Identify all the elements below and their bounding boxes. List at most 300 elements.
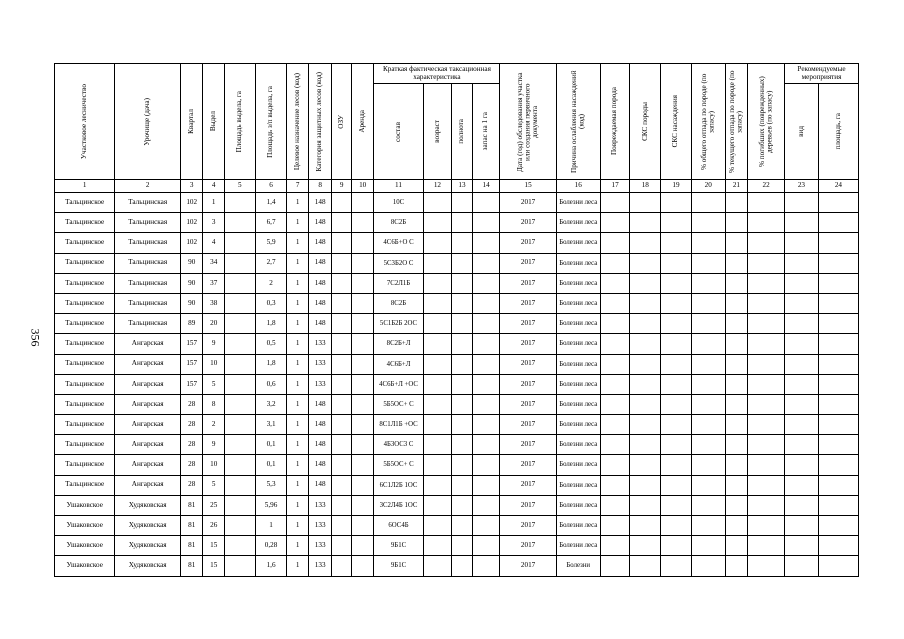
cell-measure-type bbox=[785, 233, 819, 253]
cell-composition: 8С2Б bbox=[374, 293, 423, 313]
cell-protected-area: 2,7 bbox=[255, 253, 287, 273]
cell-stock bbox=[472, 556, 500, 576]
cell-survey-year: 2017 bbox=[500, 556, 556, 576]
cell-ozu bbox=[332, 475, 351, 495]
column-number-cell: 2 bbox=[115, 180, 181, 193]
cell-tract: Ангарская bbox=[115, 394, 181, 414]
cell-plot: 15 bbox=[203, 556, 225, 576]
header-stock: запас на 1 га bbox=[472, 84, 500, 180]
cell-total-loss bbox=[691, 233, 725, 253]
cell-damaged-species bbox=[600, 435, 630, 455]
cell-weakening-cause: Болезни леса bbox=[556, 536, 600, 556]
header-current-loss: % текущего отпада по породе (по запасу) bbox=[725, 64, 748, 180]
cell-stock bbox=[472, 516, 500, 536]
cell-age bbox=[423, 435, 452, 455]
cell-forestry: Ушаковское bbox=[55, 536, 115, 556]
cell-lease bbox=[351, 536, 374, 556]
cell-measure-area bbox=[818, 273, 858, 293]
cell-category-code: 133 bbox=[308, 374, 332, 394]
cell-sks-stand bbox=[661, 273, 692, 293]
cell-damaged-species bbox=[600, 536, 630, 556]
header-measures-group: Рекомендуемые мероприятия bbox=[785, 64, 859, 84]
cell-survey-year: 2017 bbox=[500, 475, 556, 495]
column-number-cell: 7 bbox=[287, 180, 309, 193]
cell-quarter: 28 bbox=[180, 455, 203, 475]
cell-plot: 4 bbox=[203, 233, 225, 253]
cell-measure-type bbox=[785, 516, 819, 536]
cell-plot: 37 bbox=[203, 273, 225, 293]
cell-measure-type bbox=[785, 435, 819, 455]
cell-sks-stand bbox=[661, 516, 692, 536]
cell-damaged-species bbox=[600, 516, 630, 536]
cell-forestry: Ушаковское bbox=[55, 516, 115, 536]
cell-forestry: Тальцинское bbox=[55, 213, 115, 233]
cell-ozu bbox=[332, 334, 351, 354]
cell-total-loss bbox=[691, 314, 725, 334]
cell-ozu bbox=[332, 394, 351, 414]
column-number-cell: 14 bbox=[472, 180, 500, 193]
column-number-cell: 10 bbox=[351, 180, 374, 193]
cell-tract: Тальцинская bbox=[115, 293, 181, 313]
cell-measure-area bbox=[818, 314, 858, 334]
cell-quarter: 102 bbox=[180, 233, 203, 253]
cell-quarter: 157 bbox=[180, 354, 203, 374]
table-row bbox=[55, 495, 859, 515]
cell-forestry: Тальцинское bbox=[55, 374, 115, 394]
cell-plot-area bbox=[224, 536, 255, 556]
cell-total-loss bbox=[691, 455, 725, 475]
cell-survey-year: 2017 bbox=[500, 314, 556, 334]
table-row bbox=[55, 415, 859, 435]
cell-density bbox=[452, 394, 472, 414]
cell-total-loss bbox=[691, 516, 725, 536]
header-dead-trees: % погибших (поврежденных) деревьев (по запасу) bbox=[748, 64, 785, 180]
cell-composition: 10С bbox=[374, 193, 423, 213]
cell-total-loss bbox=[691, 415, 725, 435]
cell-sks-species bbox=[630, 354, 661, 374]
cell-sks-species bbox=[630, 233, 661, 253]
cell-weakening-cause: Болезни леса bbox=[556, 374, 600, 394]
cell-purpose-code: 1 bbox=[287, 233, 309, 253]
cell-lease bbox=[351, 556, 374, 576]
column-number-cell: 22 bbox=[748, 180, 785, 193]
cell-plot: 5 bbox=[203, 475, 225, 495]
cell-survey-year: 2017 bbox=[500, 435, 556, 455]
cell-age bbox=[423, 193, 452, 213]
cell-current-loss bbox=[725, 193, 748, 213]
cell-category-code: 133 bbox=[308, 516, 332, 536]
cell-quarter: 81 bbox=[180, 556, 203, 576]
cell-dead-trees bbox=[748, 354, 785, 374]
cell-current-loss bbox=[725, 213, 748, 233]
cell-measure-area bbox=[818, 213, 858, 233]
cell-age bbox=[423, 495, 452, 515]
cell-plot-area bbox=[224, 233, 255, 253]
cell-density bbox=[452, 556, 472, 576]
header-purpose-code: Целевое назначение лесов (код) bbox=[287, 64, 309, 180]
cell-composition: 6С1Л2Б 1ОС bbox=[374, 475, 423, 495]
header-weakening-cause: Причина ослабления насаждений (код) bbox=[556, 64, 600, 180]
cell-purpose-code: 1 bbox=[287, 455, 309, 475]
cell-plot-area bbox=[224, 293, 255, 313]
cell-ozu bbox=[332, 193, 351, 213]
table-row bbox=[55, 213, 859, 233]
cell-measure-area bbox=[818, 293, 858, 313]
cell-purpose-code: 1 bbox=[287, 193, 309, 213]
cell-survey-year: 2017 bbox=[500, 495, 556, 515]
cell-category-code: 133 bbox=[308, 556, 332, 576]
cell-plot-area bbox=[224, 435, 255, 455]
column-number-cell: 17 bbox=[600, 180, 630, 193]
cell-age bbox=[423, 394, 452, 414]
cell-sks-species bbox=[630, 516, 661, 536]
cell-measure-type bbox=[785, 475, 819, 495]
cell-plot-area bbox=[224, 354, 255, 374]
cell-survey-year: 2017 bbox=[500, 334, 556, 354]
cell-forestry: Тальцинское bbox=[55, 233, 115, 253]
cell-total-loss bbox=[691, 193, 725, 213]
cell-quarter: 28 bbox=[180, 475, 203, 495]
cell-plot: 5 bbox=[203, 374, 225, 394]
cell-quarter: 102 bbox=[180, 193, 203, 213]
cell-current-loss bbox=[725, 374, 748, 394]
cell-protected-area: 0,3 bbox=[255, 293, 287, 313]
cell-stock bbox=[472, 495, 500, 515]
cell-measure-type bbox=[785, 193, 819, 213]
cell-age bbox=[423, 415, 452, 435]
cell-sks-stand bbox=[661, 354, 692, 374]
cell-lease bbox=[351, 415, 374, 435]
cell-current-loss bbox=[725, 516, 748, 536]
cell-tract: Тальцинская bbox=[115, 273, 181, 293]
cell-plot-area bbox=[224, 495, 255, 515]
cell-measure-area bbox=[818, 435, 858, 455]
cell-measure-area bbox=[818, 354, 858, 374]
cell-stock bbox=[472, 233, 500, 253]
cell-measure-area bbox=[818, 374, 858, 394]
cell-survey-year: 2017 bbox=[500, 354, 556, 374]
cell-quarter: 28 bbox=[180, 435, 203, 455]
cell-survey-year: 2017 bbox=[500, 516, 556, 536]
cell-plot-area bbox=[224, 516, 255, 536]
cell-age bbox=[423, 233, 452, 253]
cell-ozu bbox=[332, 536, 351, 556]
cell-total-loss bbox=[691, 435, 725, 455]
column-number-cell: 1 bbox=[55, 180, 115, 193]
cell-age bbox=[423, 475, 452, 495]
cell-plot: 10 bbox=[203, 455, 225, 475]
cell-survey-year: 2017 bbox=[500, 253, 556, 273]
cell-age bbox=[423, 273, 452, 293]
cell-stock bbox=[472, 435, 500, 455]
cell-weakening-cause: Болезни леса bbox=[556, 354, 600, 374]
cell-quarter: 28 bbox=[180, 394, 203, 414]
cell-quarter: 90 bbox=[180, 293, 203, 313]
cell-measure-type bbox=[785, 293, 819, 313]
column-number-cell: 9 bbox=[332, 180, 351, 193]
cell-purpose-code: 1 bbox=[287, 536, 309, 556]
cell-tract: Тальцинская bbox=[115, 314, 181, 334]
cell-density bbox=[452, 314, 472, 334]
cell-sks-stand bbox=[661, 213, 692, 233]
table-row bbox=[55, 455, 859, 475]
cell-age bbox=[423, 293, 452, 313]
table-row bbox=[55, 435, 859, 455]
cell-lease bbox=[351, 314, 374, 334]
table-row bbox=[55, 233, 859, 253]
cell-composition: 5Б5ОС+ С bbox=[374, 455, 423, 475]
cell-forestry: Тальцинское bbox=[55, 475, 115, 495]
cell-composition: 8С1Л1Б +ОС bbox=[374, 415, 423, 435]
cell-survey-year: 2017 bbox=[500, 233, 556, 253]
cell-sks-stand bbox=[661, 334, 692, 354]
cell-plot-area bbox=[224, 314, 255, 334]
table-row bbox=[55, 394, 859, 414]
cell-sks-stand bbox=[661, 374, 692, 394]
cell-measure-area bbox=[818, 233, 858, 253]
table-row bbox=[55, 253, 859, 273]
cell-density bbox=[452, 435, 472, 455]
cell-composition: 5С3Б2О С bbox=[374, 253, 423, 273]
cell-measure-type bbox=[785, 536, 819, 556]
cell-composition: 7С2Л1Б bbox=[374, 273, 423, 293]
cell-density bbox=[452, 293, 472, 313]
cell-ozu bbox=[332, 354, 351, 374]
cell-total-loss bbox=[691, 213, 725, 233]
cell-sks-species bbox=[630, 455, 661, 475]
cell-measure-type bbox=[785, 354, 819, 374]
cell-current-loss bbox=[725, 536, 748, 556]
cell-damaged-species bbox=[600, 374, 630, 394]
column-number-cell: 23 bbox=[785, 180, 819, 193]
column-number-cell: 5 bbox=[224, 180, 255, 193]
cell-age bbox=[423, 536, 452, 556]
cell-purpose-code: 1 bbox=[287, 253, 309, 273]
cell-purpose-code: 1 bbox=[287, 273, 309, 293]
cell-quarter: 81 bbox=[180, 536, 203, 556]
cell-dead-trees bbox=[748, 475, 785, 495]
cell-protected-area: 5,96 bbox=[255, 495, 287, 515]
cell-protected-area: 3,1 bbox=[255, 415, 287, 435]
header-ozu: ОЗУ bbox=[332, 64, 351, 180]
column-number-cell: 16 bbox=[556, 180, 600, 193]
table-row bbox=[55, 193, 859, 213]
cell-current-loss bbox=[725, 293, 748, 313]
cell-age bbox=[423, 516, 452, 536]
cell-forestry: Ушаковское bbox=[55, 556, 115, 576]
cell-quarter: 90 bbox=[180, 253, 203, 273]
cell-lease bbox=[351, 435, 374, 455]
cell-measure-area bbox=[818, 455, 858, 475]
cell-composition: 5С1Б2Б 2ОС bbox=[374, 314, 423, 334]
cell-plot: 3 bbox=[203, 213, 225, 233]
cell-weakening-cause: Болезни леса bbox=[556, 394, 600, 414]
column-number-cell: 6 bbox=[255, 180, 287, 193]
cell-damaged-species bbox=[600, 213, 630, 233]
header-plot: Выдел bbox=[203, 64, 225, 180]
cell-plot: 9 bbox=[203, 334, 225, 354]
column-number-cell: 15 bbox=[500, 180, 556, 193]
cell-category-code: 133 bbox=[308, 536, 332, 556]
table-row bbox=[55, 374, 859, 394]
cell-density bbox=[452, 516, 472, 536]
cell-tract: Ангарская bbox=[115, 415, 181, 435]
cell-measure-type bbox=[785, 556, 819, 576]
cell-tract: Ангарская bbox=[115, 334, 181, 354]
column-number-cell: 12 bbox=[423, 180, 452, 193]
cell-density bbox=[452, 536, 472, 556]
cell-sks-stand bbox=[661, 536, 692, 556]
cell-stock bbox=[472, 253, 500, 273]
cell-composition: 5Б5ОС+ С bbox=[374, 394, 423, 414]
cell-stock bbox=[472, 415, 500, 435]
cell-protected-area: 2 bbox=[255, 273, 287, 293]
cell-plot-area bbox=[224, 253, 255, 273]
cell-damaged-species bbox=[600, 415, 630, 435]
cell-current-loss bbox=[725, 314, 748, 334]
cell-dead-trees bbox=[748, 233, 785, 253]
cell-survey-year: 2017 bbox=[500, 536, 556, 556]
cell-lease bbox=[351, 374, 374, 394]
cell-total-loss bbox=[691, 374, 725, 394]
header-total-loss: % общего отпада по породе (по запасу) bbox=[691, 64, 725, 180]
table-row bbox=[55, 516, 859, 536]
cell-forestry: Тальцинское bbox=[55, 435, 115, 455]
cell-plot-area bbox=[224, 193, 255, 213]
cell-ozu bbox=[332, 556, 351, 576]
cell-sks-stand bbox=[661, 475, 692, 495]
cell-dead-trees bbox=[748, 314, 785, 334]
cell-tract: Худяковская bbox=[115, 495, 181, 515]
cell-damaged-species bbox=[600, 495, 630, 515]
table-row bbox=[55, 536, 859, 556]
cell-sks-species bbox=[630, 273, 661, 293]
cell-category-code: 148 bbox=[308, 253, 332, 273]
cell-plot-area bbox=[224, 475, 255, 495]
cell-lease bbox=[351, 213, 374, 233]
cell-sks-species bbox=[630, 536, 661, 556]
cell-sks-stand bbox=[661, 233, 692, 253]
cell-damaged-species bbox=[600, 273, 630, 293]
cell-measure-type bbox=[785, 213, 819, 233]
table-row bbox=[55, 334, 859, 354]
cell-purpose-code: 1 bbox=[287, 495, 309, 515]
column-number-cell: 11 bbox=[374, 180, 423, 193]
cell-measure-area bbox=[818, 394, 858, 414]
cell-current-loss bbox=[725, 556, 748, 576]
cell-total-loss bbox=[691, 354, 725, 374]
cell-forestry: Тальцинское bbox=[55, 354, 115, 374]
cell-tract: Тальцинская bbox=[115, 233, 181, 253]
page-number: 356 bbox=[28, 328, 43, 347]
cell-composition: 4Б3ОС3 С bbox=[374, 435, 423, 455]
cell-sks-species bbox=[630, 495, 661, 515]
cell-quarter: 90 bbox=[180, 273, 203, 293]
cell-tract: Ангарская bbox=[115, 475, 181, 495]
cell-survey-year: 2017 bbox=[500, 213, 556, 233]
cell-current-loss bbox=[725, 273, 748, 293]
cell-measure-type bbox=[785, 415, 819, 435]
cell-current-loss bbox=[725, 233, 748, 253]
cell-survey-year: 2017 bbox=[500, 374, 556, 394]
cell-dead-trees bbox=[748, 293, 785, 313]
cell-total-loss bbox=[691, 273, 725, 293]
cell-dead-trees bbox=[748, 435, 785, 455]
cell-measure-area bbox=[818, 495, 858, 515]
cell-measure-area bbox=[818, 253, 858, 273]
cell-sks-species bbox=[630, 435, 661, 455]
cell-current-loss bbox=[725, 334, 748, 354]
cell-sks-species bbox=[630, 293, 661, 313]
cell-sks-stand bbox=[661, 293, 692, 313]
cell-purpose-code: 1 bbox=[287, 435, 309, 455]
cell-forestry: Тальцинское bbox=[55, 455, 115, 475]
cell-plot: 25 bbox=[203, 495, 225, 515]
cell-measure-area bbox=[818, 556, 858, 576]
cell-sks-stand bbox=[661, 455, 692, 475]
cell-purpose-code: 1 bbox=[287, 556, 309, 576]
cell-measure-type bbox=[785, 374, 819, 394]
cell-plot-area bbox=[224, 213, 255, 233]
cell-plot: 15 bbox=[203, 536, 225, 556]
cell-dead-trees bbox=[748, 273, 785, 293]
table-row bbox=[55, 354, 859, 374]
cell-age bbox=[423, 334, 452, 354]
cell-plot-area bbox=[224, 455, 255, 475]
cell-composition: 4С6Б+Л +ОС bbox=[374, 374, 423, 394]
cell-lease bbox=[351, 253, 374, 273]
cell-category-code: 148 bbox=[308, 475, 332, 495]
cell-damaged-species bbox=[600, 475, 630, 495]
cell-purpose-code: 1 bbox=[287, 293, 309, 313]
cell-purpose-code: 1 bbox=[287, 394, 309, 414]
cell-category-code: 133 bbox=[308, 495, 332, 515]
cell-sks-stand bbox=[661, 394, 692, 414]
cell-stock bbox=[472, 293, 500, 313]
cell-weakening-cause: Болезни леса bbox=[556, 516, 600, 536]
cell-density bbox=[452, 455, 472, 475]
cell-forestry: Тальцинское bbox=[55, 314, 115, 334]
cell-protected-area: 0,28 bbox=[255, 536, 287, 556]
cell-stock bbox=[472, 213, 500, 233]
cell-category-code: 148 bbox=[308, 213, 332, 233]
cell-current-loss bbox=[725, 253, 748, 273]
cell-protected-area: 0,1 bbox=[255, 435, 287, 455]
cell-sks-stand bbox=[661, 193, 692, 213]
cell-sks-species bbox=[630, 314, 661, 334]
cell-weakening-cause: Болезни леса bbox=[556, 415, 600, 435]
cell-total-loss bbox=[691, 253, 725, 273]
cell-survey-year: 2017 bbox=[500, 273, 556, 293]
cell-ozu bbox=[332, 495, 351, 515]
header-quarter: Квартал bbox=[180, 64, 203, 180]
cell-category-code: 148 bbox=[308, 455, 332, 475]
header-category-code: Категория защитных лесов (код) bbox=[308, 64, 332, 180]
column-number-row bbox=[55, 180, 859, 193]
cell-total-loss bbox=[691, 293, 725, 313]
cell-quarter: 81 bbox=[180, 516, 203, 536]
cell-purpose-code: 1 bbox=[287, 334, 309, 354]
cell-composition: 3С2Л4Б 1ОС bbox=[374, 495, 423, 515]
column-number-cell: 24 bbox=[818, 180, 858, 193]
cell-density bbox=[452, 213, 472, 233]
cell-sks-species bbox=[630, 193, 661, 213]
cell-plot: 20 bbox=[203, 314, 225, 334]
cell-ozu bbox=[332, 435, 351, 455]
cell-weakening-cause: Болезни леса bbox=[556, 213, 600, 233]
cell-measure-area bbox=[818, 475, 858, 495]
cell-stock bbox=[472, 475, 500, 495]
